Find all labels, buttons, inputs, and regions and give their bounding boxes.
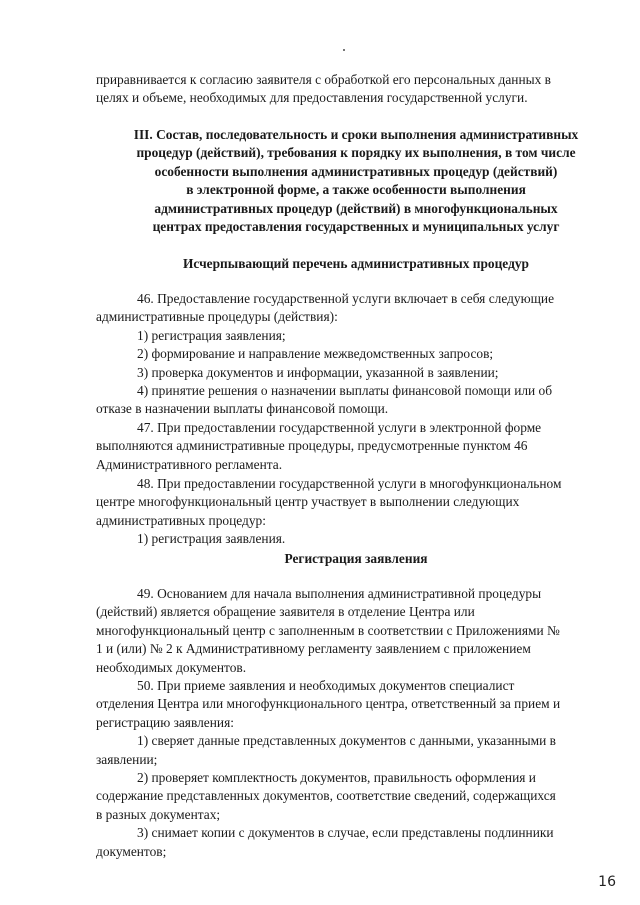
p50-item-3-line-1: 3) снимает копии с документов в случае, если представлены подлинники	[137, 825, 554, 841]
p48-item-1: 1) регистрация заявления.	[137, 531, 286, 547]
p50-line-2: отделения Центра или многофункционального центра, ответственный за прием и	[96, 696, 561, 712]
p50-item-2-line-2: содержание представленных документов, соответствие сведений, содержащихся	[96, 788, 556, 804]
section-heading-line-2: процедур (действий), требования к порядку их выполнения, в том числе	[136, 145, 576, 161]
intro-line-2: целях и объеме, необходимых для предоставления государственной услуги.	[96, 90, 528, 106]
section-heading-line-4: в электронной форме, а также особенности выполнения	[186, 182, 526, 198]
p46-item-1: 1) регистрация заявления;	[137, 327, 286, 343]
paragraph-46	[96, 290, 616, 419]
p46-line-1: 46. Предоставление государственной услуги включает в себя следующие	[137, 291, 555, 306]
p48-line-3: административных процедур:	[96, 512, 266, 528]
p49-line-4: 1 и (или) № 2 к Административному регламенту заявлением с приложением	[96, 641, 531, 657]
section-heading	[96, 126, 616, 236]
p46-item-3: 3) проверка документов и информации, указанной в заявлении;	[137, 364, 499, 380]
p47-line-3: Административного регламента.	[96, 456, 283, 472]
intro-line-1: приравнивается к согласию заявителя с обработкой его персональных данных в	[96, 72, 551, 87]
p49-line-5: необходимых документов.	[96, 659, 247, 675]
p48-line-1: 48. При предоставлении государственной услуги в многофункциональном	[137, 476, 562, 491]
p49-line-1: 49. Основанием для начала выполнения административной процедуры	[137, 586, 542, 601]
p46-item-4-line-1: 4) принятие решения о назначении выплаты финансовой помощи или об	[137, 383, 553, 399]
intro-paragraph	[96, 71, 616, 108]
section-heading-line-3: особенности выполнения административных процедур (действий)	[154, 163, 558, 179]
p49-line-3: многофункциональный центр с заполненным в соответствии с Приложениями №	[96, 622, 560, 638]
p47-line-1: 47. При предоставлении государственной услуги в электронной форме	[137, 420, 542, 435]
p50-item-3-line-2: документов;	[96, 843, 167, 859]
p50-item-1-line-2: заявлении;	[96, 751, 158, 767]
paragraph-47	[96, 419, 616, 474]
paragraph-49	[96, 585, 616, 677]
p46-item-2: 2) формирование и направление межведомственных запросов;	[137, 346, 494, 362]
section-heading-line-1: III. Состав, последовательность и сроки выполнения административных	[133, 127, 579, 142]
subheading-application-registration: Регистрация заявления	[284, 551, 428, 566]
p50-item-2-line-3: в разных документах;	[96, 806, 221, 822]
p46-line-2: административные процедуры (действия):	[96, 309, 338, 325]
page-number: 16	[598, 874, 616, 890]
p50-line-1: 50. При приеме заявления и необходимых документов специалист	[137, 678, 515, 693]
subheading-procedures-list: Исчерпывающий перечень административных процедур	[182, 256, 529, 271]
p49-line-2: (действий) является обращение заявителя в отделение Центра или	[96, 604, 475, 620]
p46-item-4-line-2: отказе в назначении выплаты финансовой помощи.	[96, 401, 389, 417]
paragraph-48	[96, 475, 616, 549]
p50-item-2-line-1: 2) проверяет комплектность документов, правильность оформления и	[137, 770, 536, 786]
p50-line-3: регистрацию заявления:	[96, 714, 234, 730]
paragraph-50	[96, 677, 616, 861]
scan-mark	[343, 49, 345, 51]
section-heading-line-5: административных процедур (действий) в многофункциональных	[154, 200, 558, 216]
p50-item-1-line-1: 1) сверяет данные представленных документов с данными, указанными в	[137, 733, 556, 749]
section-heading-line-6: центрах предоставления государственных и муниципальных услуг	[152, 219, 560, 235]
p48-line-2: центре многофункциональный центр участвует в выполнении следующих	[96, 494, 520, 510]
p47-line-2: выполняются административные процедуры, предусмотренные пунктом 46	[96, 438, 528, 454]
